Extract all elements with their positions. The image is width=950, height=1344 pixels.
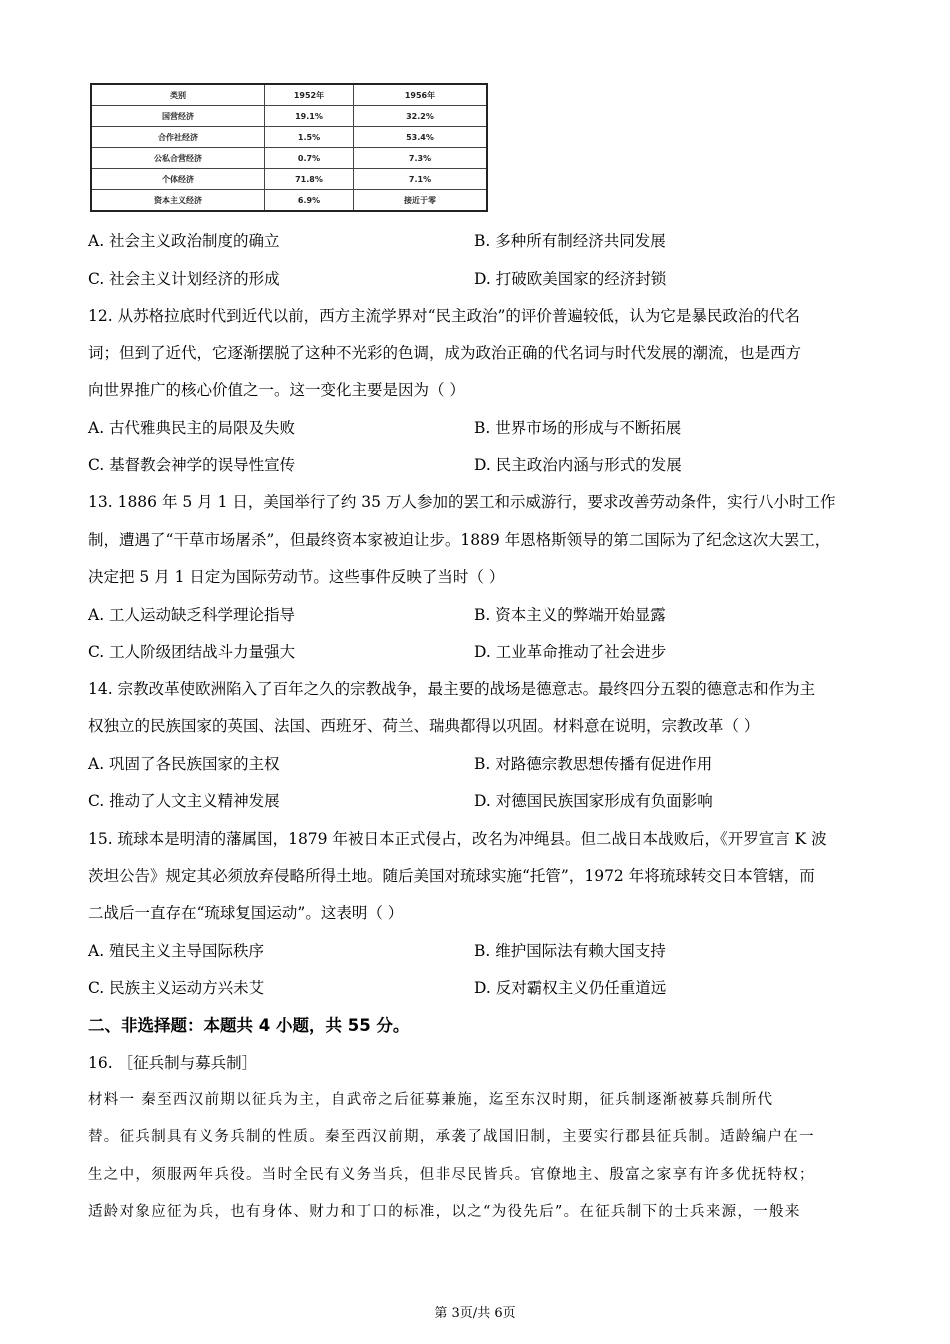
q12-option-d: D. 民主政治内涵与形式的发展 <box>474 456 682 474</box>
table-cell: 7.3% <box>354 148 488 169</box>
q11-option-a: A. 社会主义政治制度的确立 <box>88 232 280 250</box>
q13-stem-line: 13. 1886 年 5 月 1 日，美国举行了约 35 万人参加的罢工和示威游行，要求改善劳动条件，实行八小时工作 <box>88 493 836 511</box>
section-title: 二、非选择题：本题共 4 小题，共 55 分。 <box>88 1016 410 1035</box>
q15-stem-line: 二战后一直存在“琉球复国运动”。这表明（ ） <box>88 904 404 922</box>
q14-option-b: B. 对路德宗教思想传播有促进作用 <box>474 755 713 773</box>
q15-option-b: B. 维护国际法有赖大国支持 <box>474 942 666 960</box>
q14-option-a: A. 巩固了各民族国家的主权 <box>88 755 280 773</box>
q15-stem-line: 15. 琉球本是明清的藩属国，1879 年被日本正式侵占，改名为冲绳县。但二战日本战败后，《开罗宣言 K 波 <box>88 830 827 848</box>
table-cell: 53.4% <box>354 127 488 148</box>
table-row <box>91 127 487 148</box>
table-cell: 合作社经济 <box>91 127 265 148</box>
q13-stem-line: 决定把 5 月 1 日定为国际劳动节。这些事件反映了当时（ ） <box>88 568 505 586</box>
table-cell: 1.5% <box>265 127 354 148</box>
q15-option-c: C. 民族主义运动方兴未艾 <box>88 979 265 997</box>
q12-stem-line: 12. 从苏格拉底时代到近代以前，西方主流学界对“民主政治”的评价普遍较低，认为它是暴民政治的代名 <box>88 307 800 325</box>
q16-material-line: 材料一 秦至西汉前期以征兵为主，自武帝之后征募兼施，迄至东汉时期，征兵制逐渐被募兵制所代 <box>88 1092 774 1108</box>
table-cell: 接近于零 <box>354 190 488 212</box>
q12-stem-line: 向世界推广的核心价值之一。这一变化主要是因为（ ） <box>88 381 465 399</box>
table-cell: 资本主义经济 <box>91 190 265 212</box>
q16-material-line: 替。征兵制具有义务兵制的性质。秦至西汉前期，承袭了战国旧制，主要实行郡县征兵制。适龄编户在一 <box>88 1129 815 1145</box>
q13-option-a: A. 工人运动缺乏科学理论指导 <box>88 606 296 624</box>
q12-stem-line: 词；但到了近代，它逐渐摆脱了这种不光彩的色调，成为政治正确的代名词与时代发展的潮流，也是西方 <box>88 344 802 362</box>
table-header-row <box>91 84 487 106</box>
table-cell: 公私合营经济 <box>91 148 265 169</box>
q15-stem-line: 茨坦公告》规定其必须放弃侵略所得土地。随后美国对琉球实施“托管”，1972 年将琉球转交日本管辖，而 <box>88 867 815 885</box>
q14-stem-line: 14. 宗教改革使欧洲陷入了百年之久的宗教战争，最主要的战场是德意志。最终四分五裂的德意志和作为主 <box>88 680 816 698</box>
table-cell: 71.8% <box>265 169 354 190</box>
table-cell: 6.9% <box>265 190 354 212</box>
table-cell: 19.1% <box>265 106 354 127</box>
table-row <box>91 169 487 190</box>
table-row <box>91 106 487 127</box>
table-cell: 0.7% <box>265 148 354 169</box>
q16-material-line: 适龄对象应征为兵，也有身体、财力和丁口的标准，以之“为役先后”。在征兵制下的士兵来源，一般来 <box>88 1204 801 1220</box>
table-cell: 7.1% <box>354 169 488 190</box>
table-cell: 32.2% <box>354 106 488 127</box>
q13-option-b: B. 资本主义的弊端开始显露 <box>474 606 666 624</box>
economy-structure-table <box>90 83 488 212</box>
table-row <box>91 190 487 212</box>
table-header-cell: 1956年 <box>354 84 488 106</box>
q12-option-b: B. 世界市场的形成与不断拓展 <box>474 419 682 437</box>
q16-title: 16. ［征兵制与募兵制］ <box>88 1054 258 1072</box>
q13-stem-line: 制，遭遇了“干草市场屠杀”，但最终资本家被迫让步。1889 年恩格斯领导的第二国际为了纪念这次大罢工， <box>88 531 831 549</box>
page-number: 第 3页/共 6页 <box>434 1306 516 1321</box>
q12-option-c: C. 基督教会神学的误导性宣传 <box>88 456 296 474</box>
table-row <box>91 148 487 169</box>
q14-stem-line: 权独立的民族国家的英国、法国、西班牙、荷兰、瑞典都得以巩固。材料意在说明，宗教改革（ ） <box>88 717 760 735</box>
q13-option-d: D. 工业革命推动了社会进步 <box>474 643 667 661</box>
table-cell: 个体经济 <box>91 169 265 190</box>
table-header-cell: 1952年 <box>265 84 354 106</box>
q15-option-a: A. 殖民主义主导国际秩序 <box>88 942 265 960</box>
q11-option-b: B. 多种所有制经济共同发展 <box>474 232 666 250</box>
q15-option-d: D. 反对霸权主义仍任重道远 <box>474 979 667 997</box>
table-header-cell: 类别 <box>91 84 265 106</box>
q11-option-c: C. 社会主义计划经济的形成 <box>88 270 280 288</box>
q11-option-d: D. 打破欧美国家的经济封锁 <box>474 270 667 288</box>
q13-option-c: C. 工人阶级团结战斗力量强大 <box>88 643 296 661</box>
table-cell: 国营经济 <box>91 106 265 127</box>
q16-material-line: 生之中，须服两年兵役。当时全民有义务当兵，但非尽民皆兵。官僚地主、殷富之家享有许多优抚特权； <box>88 1167 815 1183</box>
q14-option-c: C. 推动了人文主义精神发展 <box>88 792 280 810</box>
q14-option-d: D. 对德国民族国家形成有负面影响 <box>474 792 713 810</box>
q12-option-a: A. 古代雅典民主的局限及失败 <box>88 419 296 437</box>
